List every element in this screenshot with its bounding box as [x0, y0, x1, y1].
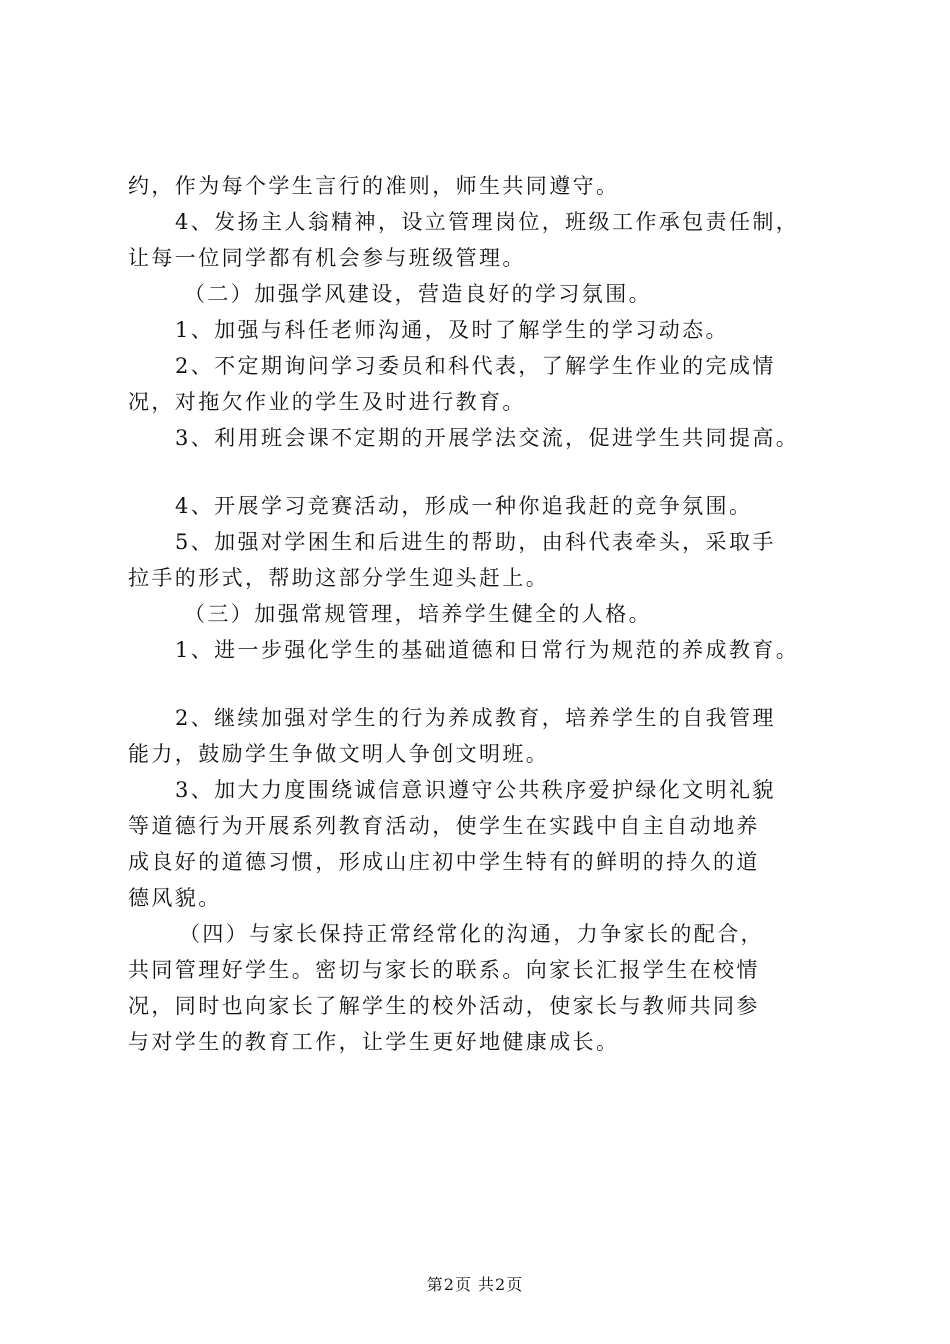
text-line: 4、开展学习竞赛活动，形成一种你追我赶的竞争氛围。	[175, 494, 753, 518]
text-line: 5、加强对学困生和后进生的帮助，由科代表牵头，采取手	[175, 530, 776, 554]
text-line: 2、不定期询问学习委员和科代表，了解学生作业的完成情	[175, 354, 776, 378]
text-line: 等道德行为开展系列教育活动，使学生在实践中自主自动地养	[128, 814, 760, 838]
text-line: 德风貌。	[128, 886, 222, 910]
text-line: 1、进一步强化学生的基础道德和日常行为规范的养成教育。	[175, 638, 800, 662]
text-line: 让每一位同学都有机会参与班级管理。	[128, 246, 526, 270]
text-line: 约，作为每个学生言行的准则，师生共同遵守。	[128, 174, 620, 198]
paragraph-gap	[128, 668, 840, 700]
text-line: 成良好的道德习惯，形成山庄初中学生特有的鲜明的持久的道	[128, 850, 760, 874]
text-line: 4、发扬主人翁精神，设立管理岗位，班级工作承包责任制，	[175, 210, 800, 234]
section-heading: （三）加强常规管理，培养学生健全的人格。	[184, 602, 652, 626]
text-line: 况，对拖欠作业的学生及时进行教育。	[128, 390, 526, 414]
text-line: 与对学生的教育工作，让学生更好地健康成长。	[128, 1030, 620, 1054]
text-line: 3、加大力度围绕诚信意识遵守公共秩序爱护绿化文明礼貌	[175, 778, 776, 802]
paragraph-gap	[128, 456, 840, 488]
section-heading: （二）加强学风建设，营造良好的学习氛围。	[184, 282, 652, 306]
text-line: 1、加强与科任老师沟通，及时了解学生的学习动态。	[175, 318, 729, 342]
document-body	[128, 168, 840, 1060]
text-line: 能力，鼓励学生争做文明人争创文明班。	[128, 742, 550, 766]
text-line: 3、利用班会课不定期的开展学法交流，促进学生共同提高。	[175, 426, 800, 450]
section-heading: （四）与家长保持正常经常化的沟通，力争家长的配合，	[179, 922, 764, 946]
text-line: 2、继续加强对学生的行为养成教育，培养学生的自我管理	[175, 706, 776, 730]
text-line: 拉手的形式，帮助这部分学生迎头赶上。	[128, 566, 550, 590]
page-footer: 第2页 共2页	[426, 1275, 524, 1294]
text-line: 共同管理好学生。密切与家长的联系。向家长汇报学生在校情	[128, 958, 760, 982]
text-line: 况，同时也向家长了解学生的校外活动，使家长与教师共同参	[128, 994, 760, 1018]
